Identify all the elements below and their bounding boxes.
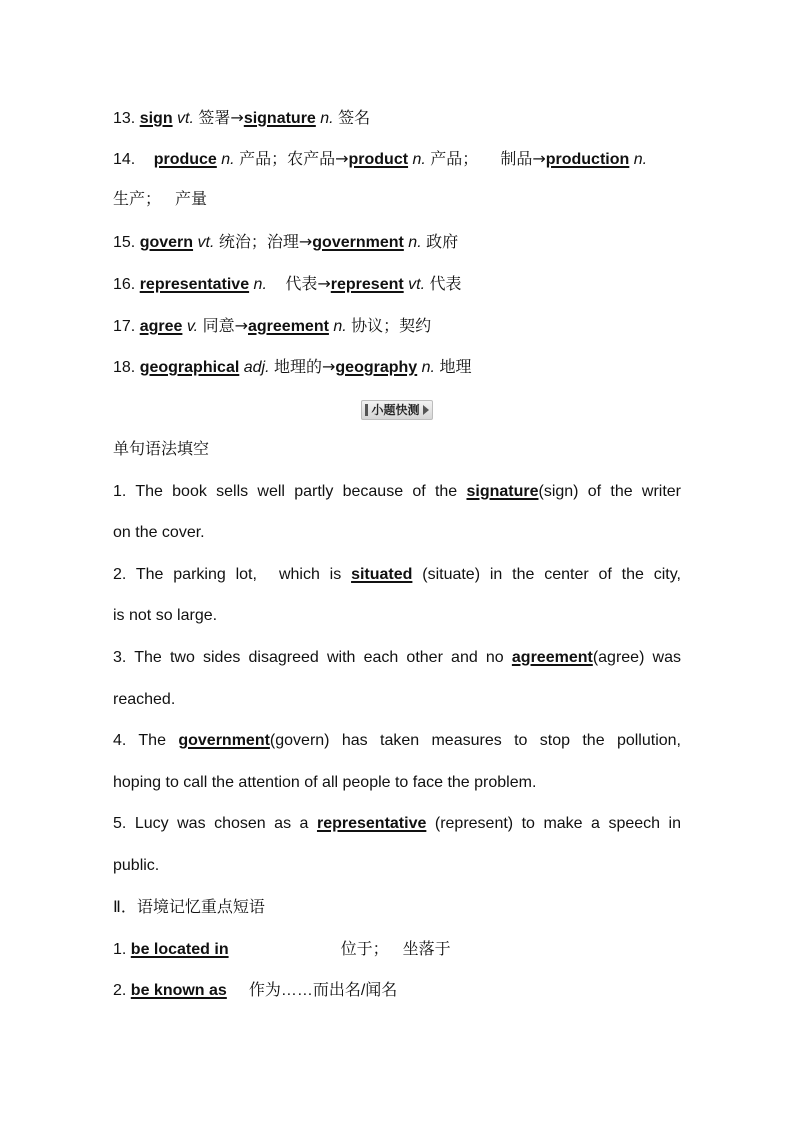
- exercise-text: 5. Lucy was chosen as a: [113, 815, 309, 832]
- answer-word: signature: [243, 110, 316, 127]
- section-2-title: Ⅱ．语境记忆重点短语: [113, 899, 265, 916]
- vocab-item-15: [113, 231, 681, 254]
- part-of-speech: n.: [333, 318, 347, 335]
- item-number: 17.: [113, 318, 136, 335]
- exercise-text: (represent) to make a speech in: [434, 815, 681, 832]
- answer-word: production: [545, 151, 630, 168]
- answer-word: geography: [335, 359, 418, 376]
- answer-word: govern: [139, 234, 194, 251]
- part-of-speech: n.: [412, 151, 426, 168]
- exercise-4-cont: hoping to call the attention of all people to face the problem.: [113, 774, 537, 791]
- part-of-speech: v.: [186, 318, 199, 335]
- exercise-text: 3. The two sides disagreed with each other and no: [113, 649, 504, 666]
- part-of-speech: n.: [221, 151, 235, 168]
- part-of-speech: vt.: [197, 234, 215, 251]
- item-number: 16.: [113, 276, 136, 293]
- answer-word: produce: [153, 151, 217, 168]
- arrow-icon: →: [322, 357, 336, 376]
- meaning: 地理的: [273, 359, 322, 376]
- answer-word: representative: [316, 815, 427, 832]
- badge-label: 小题快测: [371, 403, 420, 417]
- meaning: 地理: [439, 359, 472, 376]
- exercise-1-cont: on the cover.: [113, 524, 205, 541]
- arrow-icon: →: [317, 274, 331, 293]
- exercise-text: 4. The: [113, 732, 166, 749]
- meaning: 签署: [198, 110, 231, 127]
- meaning: 生产；: [113, 191, 162, 208]
- exercise-title: 单句语法填空: [113, 441, 210, 458]
- vocab-item-18: [113, 356, 681, 379]
- meaning: 政府: [426, 234, 459, 251]
- part-of-speech: n.: [320, 110, 334, 127]
- arrow-icon: →: [230, 108, 244, 127]
- answer-word: government: [312, 234, 404, 251]
- item-number: 14.: [113, 151, 136, 168]
- exercise-5: [113, 813, 681, 835]
- answer-word: geographical: [139, 359, 240, 376]
- answer-word: product: [348, 151, 409, 168]
- meaning: 作为……而出名/闻名: [248, 982, 398, 999]
- vocab-item-17: [113, 315, 681, 338]
- exercise-text: 1. The book sells well partly because of the: [113, 483, 458, 500]
- exercise-text: which is: [278, 566, 342, 583]
- item-number: 2.: [113, 982, 127, 999]
- vocab-item-13: [113, 107, 681, 130]
- answer-word: sign: [139, 110, 173, 127]
- item-number: 18.: [113, 359, 136, 376]
- exercise-4: [113, 730, 681, 752]
- part-of-speech: vt.: [408, 276, 426, 293]
- arrow-icon: →: [234, 316, 248, 335]
- answer-word: situated: [351, 566, 413, 583]
- meaning: 同意: [202, 318, 235, 335]
- exercise-3: [113, 647, 681, 669]
- exercise-5-cont: public.: [113, 857, 160, 874]
- exercise-2: [113, 564, 681, 586]
- arrow-icon: →: [298, 232, 313, 251]
- exercise-text: (situate) in the center of the city,: [422, 566, 682, 583]
- meaning: 制品: [500, 151, 533, 168]
- phrase-item-2: [113, 980, 681, 1002]
- answer-word: represent: [330, 276, 404, 293]
- meaning: 代表: [429, 276, 462, 293]
- part-of-speech: n.: [253, 276, 267, 293]
- meaning: 签名: [338, 110, 371, 127]
- item-number: 15.: [113, 234, 136, 251]
- phrase-item-1: [113, 939, 681, 961]
- part-of-speech: vt.: [177, 110, 194, 127]
- answer-word: government: [178, 732, 270, 749]
- answer-word: signature: [466, 483, 539, 500]
- exercise-text: 2. The parking lot,: [113, 566, 257, 583]
- exercise-3-cont: reached.: [113, 691, 176, 708]
- vocab-item-16: [113, 273, 681, 296]
- exercise-text: (agree) was: [592, 649, 682, 666]
- answer-phrase: be located in: [130, 941, 229, 958]
- meaning: 代表: [285, 276, 318, 293]
- exercise-text: (sign) of the writer: [538, 483, 681, 500]
- answer-word: agreement: [248, 318, 329, 335]
- meaning: 坐落于: [402, 941, 451, 958]
- meaning: 产品；: [430, 151, 479, 168]
- meaning: 产品；农产品: [239, 151, 336, 168]
- item-number: 1.: [113, 941, 127, 958]
- part-of-speech: n.: [408, 234, 422, 251]
- part-of-speech: adj.: [243, 359, 270, 376]
- section-badge-wrap: [0, 400, 794, 421]
- item-number: 13.: [113, 110, 136, 127]
- exercise-text: (govern) has taken measures to stop the pollution,: [269, 732, 681, 749]
- vocab-item-14-cont: [113, 189, 681, 211]
- section-badge: [361, 400, 432, 420]
- triangle-right-icon: [423, 405, 429, 415]
- exercise-1: [113, 481, 681, 503]
- meaning: 统治；治理: [218, 234, 299, 251]
- vocab-item-14: 14. produce n. 产品；农产品→product n. 产品； 制品→production n.: [113, 149, 648, 168]
- part-of-speech: n.: [633, 151, 648, 168]
- exercise-2-cont: is not so large.: [113, 607, 218, 624]
- answer-word: representative: [139, 276, 250, 293]
- part-of-speech: n.: [421, 359, 435, 376]
- meaning: 协议；契约: [351, 318, 432, 335]
- arrow-icon: →: [335, 149, 349, 168]
- meaning: 产量: [175, 191, 208, 208]
- answer-word: agree: [139, 318, 183, 335]
- answer-word: agreement: [511, 649, 593, 666]
- bar-icon: [365, 404, 368, 416]
- answer-phrase: be known as: [130, 982, 227, 999]
- meaning: 位于；: [340, 941, 389, 958]
